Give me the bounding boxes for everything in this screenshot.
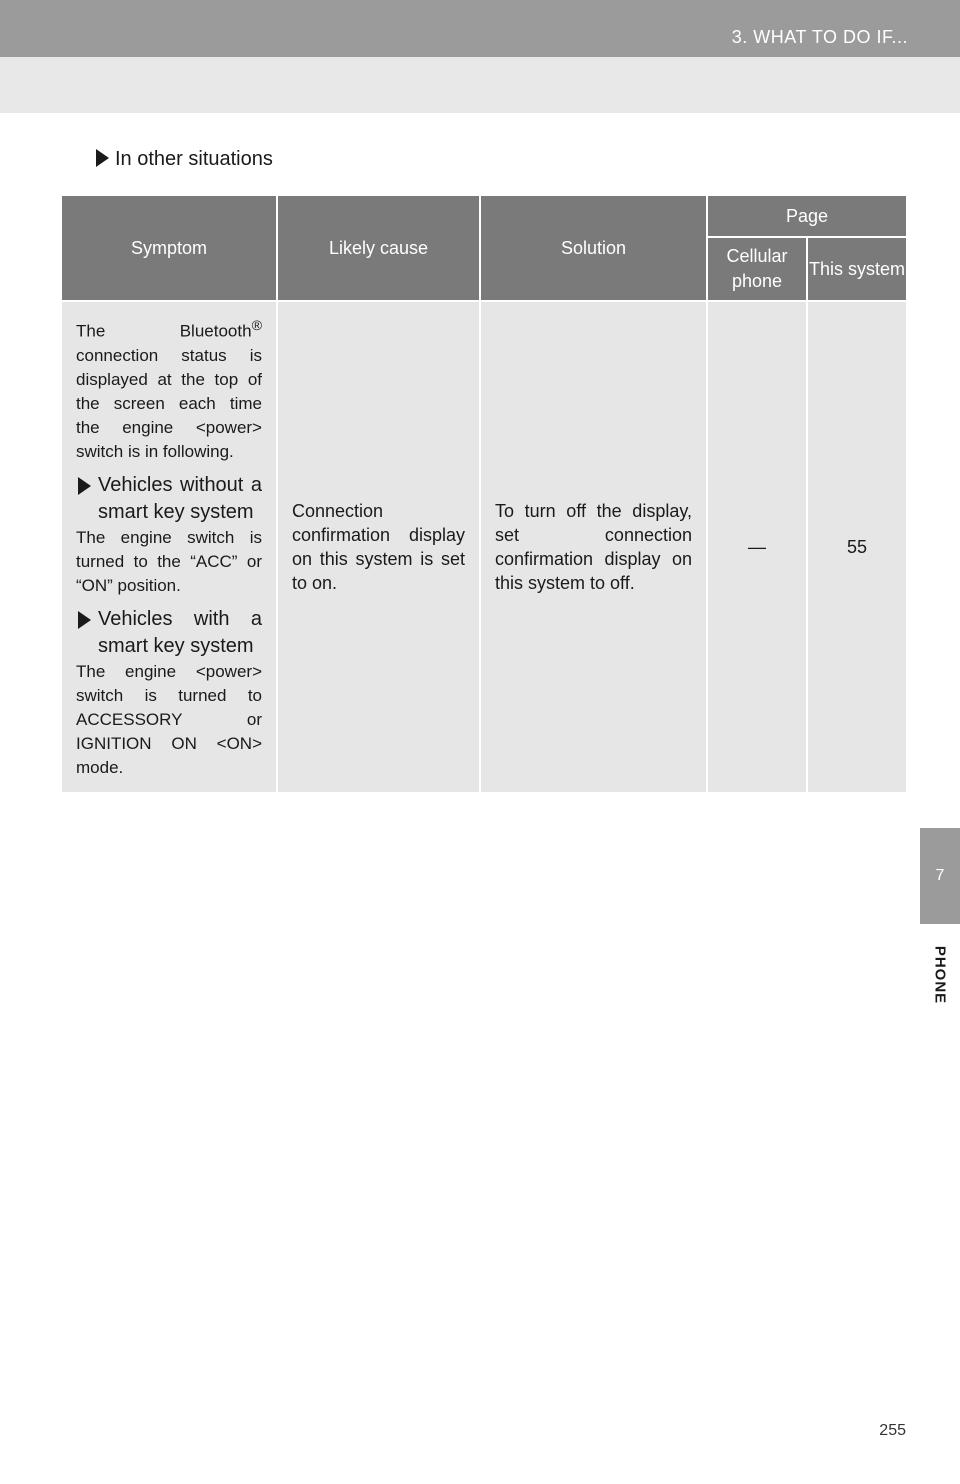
symptom-subtext-without-smart-key: The engine switch is turned to the “ACC” or “ON” position.: [76, 527, 262, 595]
triangle-bullet-icon: [78, 477, 91, 495]
likely-cause-cell: Connection confirmation display on this system is set to on.: [277, 301, 480, 793]
page-cellular-cell: [707, 301, 807, 793]
page-system-cell: [807, 301, 907, 793]
page-system-value: 55: [846, 536, 868, 557]
triangle-bullet-icon: [96, 149, 109, 167]
page-number: 255: [879, 1422, 906, 1439]
header-symptom: Symptom: [61, 195, 277, 301]
header-likely-cause: Likely cause: [277, 195, 480, 301]
header-solution: Solution: [480, 195, 707, 301]
symptom-subheading-without-smart-key: Vehicles without a smart key system: [76, 472, 262, 526]
symptom-subheading-with-smart-key: Vehicles with a smart key system: [76, 606, 262, 660]
troubleshooting-table: [60, 194, 908, 794]
section-heading: [96, 148, 273, 171]
header-sub-bar: [0, 57, 960, 113]
table-row: [61, 301, 907, 793]
chapter-tab-label: PHONE: [931, 945, 949, 1005]
chapter-title: 3. WHAT TO DO IF...: [731, 27, 908, 47]
symptom-subtext-with-smart-key: The engine <power> switch is turned to ACCESSORY or IGNITION ON <ON> mode.: [76, 661, 262, 777]
page-cellular-value: —: [748, 536, 766, 557]
triangle-bullet-icon: [78, 611, 91, 629]
section-heading-text: In other situations: [115, 148, 273, 170]
symptom-description: The Bluetooth® connection status is displayed at the top of the screen each time the engine <power> switch is in following.: [76, 318, 262, 461]
header-this-system: This system: [807, 237, 907, 301]
chapter-tab-number[interactable]: 7: [920, 828, 960, 924]
header-page: Page: [707, 195, 907, 237]
chapter-header-bar: [0, 0, 960, 57]
header-cellular-phone: Cellular phone: [707, 237, 807, 301]
symptom-cell: [61, 301, 277, 793]
solution-cell: To turn off the display, set connection confirmation display on this system to off.: [480, 301, 707, 793]
